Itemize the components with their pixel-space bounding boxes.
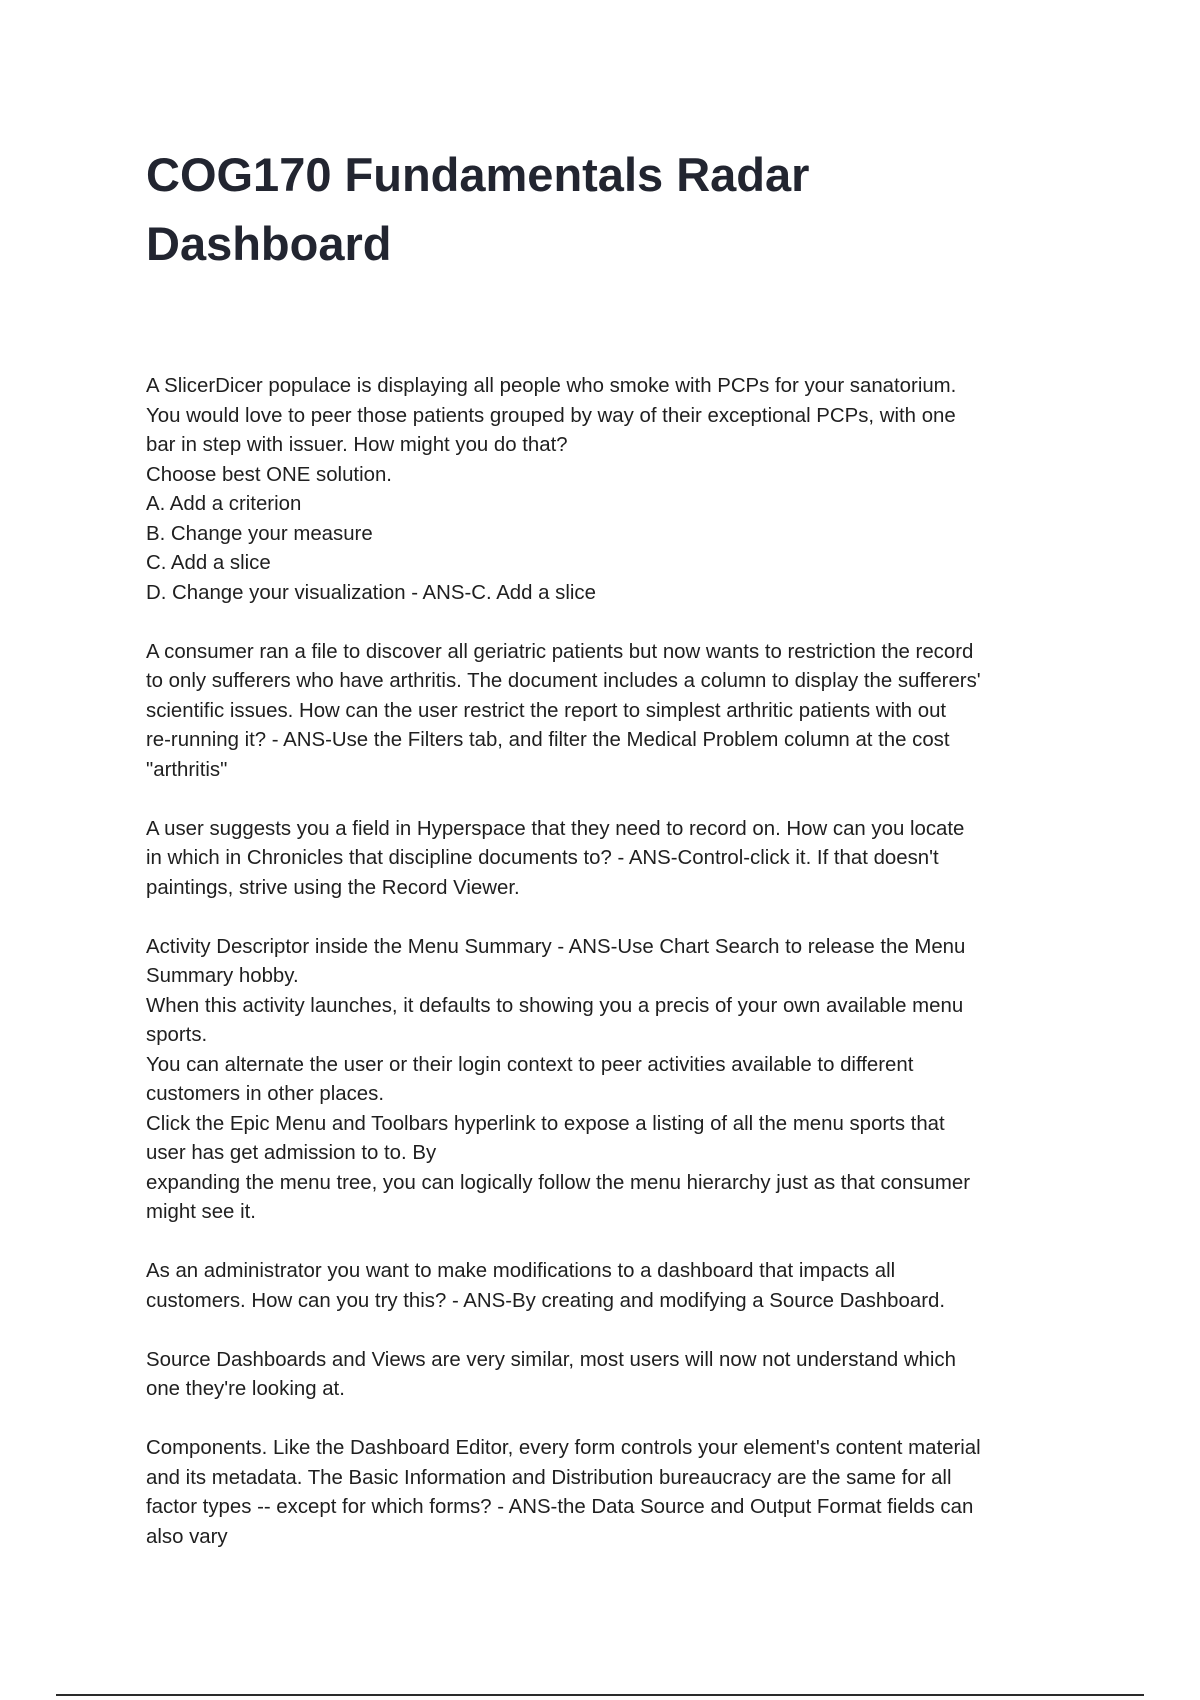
text-line: also vary bbox=[146, 1525, 228, 1548]
text-line: customers. How can you try this? - ANS-By creating and modifying a Source Dashboard. bbox=[146, 1289, 945, 1312]
text-line: Click the Epic Menu and Toolbars hyperlink to expose a listing of all the menu sports that bbox=[146, 1112, 945, 1135]
text-line: Source Dashboards and Views are very similar, most users will now not understand which bbox=[146, 1348, 956, 1371]
text-line: A user suggests you a field in Hyperspace that they need to record on. How can you locate bbox=[146, 817, 965, 840]
document-title bbox=[146, 140, 1046, 278]
text-line: Activity Descriptor inside the Menu Summary - ANS-Use Chart Search to release the Menu bbox=[146, 935, 966, 958]
title-line: Dashboard bbox=[146, 217, 392, 270]
question-slicerdicer bbox=[146, 372, 1076, 608]
question-arthritis-report bbox=[146, 638, 1076, 786]
option-a: A. Add a criterion bbox=[146, 493, 302, 515]
text-line: Summary hobby. bbox=[146, 965, 299, 987]
text-line: Components. Like the Dashboard Editor, every form controls your element's content material bbox=[146, 1437, 981, 1459]
text-line: user has get admission to to. By bbox=[146, 1142, 437, 1164]
text-line: customers in other places. bbox=[146, 1083, 384, 1105]
question-hyperspace-field bbox=[146, 815, 1076, 904]
option-b: B. Change your measure bbox=[146, 522, 373, 545]
text-line: expanding the menu tree, you can logically follow the menu hierarchy just as that consumer bbox=[146, 1171, 971, 1194]
text-line: factor types -- except for which forms? - ANS-the Data Source and Output Format fields can bbox=[146, 1496, 974, 1518]
page-bottom-divider bbox=[56, 1694, 1144, 1696]
text-line: might see it. bbox=[146, 1201, 256, 1223]
text-line: and its metadata. The Basic Information and Distribution bureaucracy are the same for all bbox=[146, 1466, 952, 1489]
option-d: D. Change your visualization - ANS-C. Add a slice bbox=[146, 581, 596, 604]
text-line: paintings, strive using the Record Viewer. bbox=[146, 876, 520, 899]
text-line: in which in Chronicles that discipline documents to? - ANS-Control-click it. If that doesn't bbox=[146, 847, 939, 869]
text-line: sports. bbox=[146, 1024, 208, 1046]
note-source-dashboards-views bbox=[146, 1346, 1076, 1405]
text-line: As an administrator you want to make modifications to a dashboard that impacts all bbox=[146, 1260, 896, 1282]
question-menu-summary bbox=[146, 933, 1076, 1228]
option-c: C. Add a slice bbox=[146, 552, 271, 574]
text-line: Choose best ONE solution. bbox=[146, 463, 392, 486]
text-line: to only sufferers who have arthritis. The document includes a column to display the sufferers' bbox=[146, 670, 981, 692]
text-line: scientific issues. How can the user restrict the report to simplest arthritic patients with out bbox=[146, 699, 947, 722]
document-body bbox=[146, 372, 1076, 1582]
text-line: bar in step with issuer. How might you do that? bbox=[146, 434, 568, 456]
text-line: A SlicerDicer populace is displaying all people who smoke with PCPs for your sanatorium. bbox=[146, 375, 957, 397]
question-components bbox=[146, 1434, 1076, 1552]
text-line: re-running it? - ANS-Use the Filters tab, and filter the Medical Problem column at the cost bbox=[146, 729, 950, 751]
title-line: COG170 Fundamentals Radar bbox=[146, 148, 810, 201]
text-line: When this activity launches, it defaults to showing you a precis of your own available menu bbox=[146, 994, 964, 1017]
text-line: You can alternate the user or their login context to peer activities available to different bbox=[146, 1053, 914, 1076]
text-line: You would love to peer those patients grouped by way of their exceptional PCPs, with one bbox=[146, 404, 956, 427]
question-source-dashboard bbox=[146, 1257, 1076, 1316]
text-line: "arthritis" bbox=[146, 758, 228, 781]
text-line: A consumer ran a file to discover all geriatric patients but now wants to restriction the record bbox=[146, 640, 974, 663]
text-line: one they're looking at. bbox=[146, 1378, 345, 1400]
